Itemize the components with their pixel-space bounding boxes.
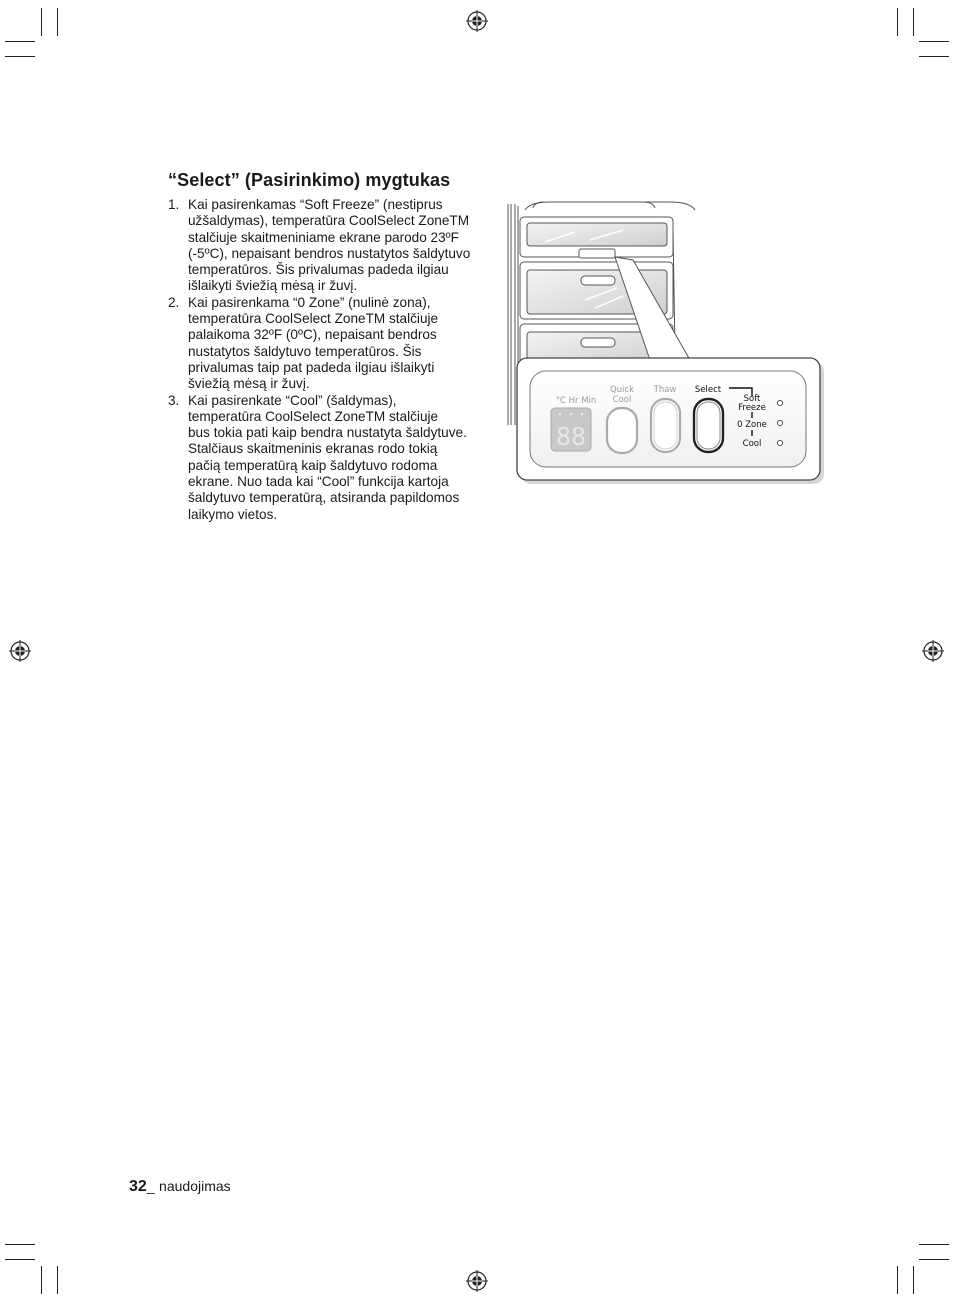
crop-mark xyxy=(57,8,58,36)
step-line: šviežią mėsą ir žuvį. xyxy=(188,376,310,392)
mode-soft-freeze-line2: Freeze xyxy=(738,403,766,413)
step-line: Kai pasirenkamas “Soft Freeze” (nestiprus xyxy=(188,197,443,212)
page-number: 32 xyxy=(129,1178,147,1195)
digit-display-value: 88 xyxy=(555,422,587,451)
quick-cool-label-line2: Cool xyxy=(612,395,632,405)
crop-mark xyxy=(919,41,949,42)
step-line: privalumas taip pat padeda ilgiau išlaikyti xyxy=(188,359,435,375)
step-line: temperatūra CoolSelect ZoneTM stalčiuje xyxy=(188,408,439,424)
mode-soft-freeze-line1: Soft xyxy=(743,394,761,404)
list-item xyxy=(168,393,498,523)
step-line: šaldytuvo temperatūrą, atsiranda papildomos xyxy=(188,490,460,506)
step-line: temperatūros. Šis privalumas padeda ilgiau xyxy=(188,262,449,278)
step-line: ekrane. Nuo tada kai “Cool” funkcija kartoja xyxy=(188,474,449,490)
registration-mark-icon xyxy=(922,640,944,662)
step-line: stalčiuje skaitmeniniame ekrane parodo 23ºF xyxy=(188,229,459,245)
list-item xyxy=(168,197,498,295)
step-line: Stalčiaus skaitmeninis ekranas rodo tokią xyxy=(188,441,438,457)
registration-mark-icon xyxy=(466,10,488,32)
crop-mark xyxy=(897,8,898,36)
list-item xyxy=(168,295,498,393)
crop-mark xyxy=(41,8,42,36)
display-units-label: °C Hr Min xyxy=(555,396,597,406)
crop-mark xyxy=(897,1266,898,1294)
step-line: temperatūra CoolSelect ZoneTM stalčiuje xyxy=(188,311,439,327)
step-line: pačią temperatūrą kaip šaldytuvo rodoma xyxy=(188,457,438,473)
crop-mark xyxy=(41,1266,42,1294)
step-line: bus tokia pati kaip bendra nustatyta šaldytuve. xyxy=(188,425,467,441)
select-label: Select xyxy=(694,385,722,395)
crop-mark xyxy=(5,41,35,42)
step-number: 3. xyxy=(168,392,180,408)
quick-cool-button[interactable] xyxy=(607,408,637,453)
crop-mark xyxy=(57,1266,58,1294)
crop-mark xyxy=(919,1244,949,1245)
section-heading: “Select” (Pasirinkimo) mygtukas xyxy=(168,170,451,190)
crop-mark xyxy=(5,1259,35,1260)
control-panel-illustration xyxy=(505,200,830,500)
zero-zone-indicator xyxy=(777,420,782,425)
soft-freeze-indicator xyxy=(777,400,782,405)
crop-mark xyxy=(5,56,35,57)
page-footer xyxy=(129,1178,231,1196)
registration-mark-icon xyxy=(9,640,31,662)
footer-section-name: naudojimas xyxy=(159,1178,231,1194)
crop-mark xyxy=(5,1244,35,1245)
step-number: 2. xyxy=(168,294,180,310)
step-line: nustatytos šaldytuvo temperatūros. Šis xyxy=(188,343,422,359)
step-line: Kai pasirenkama “0 Zone” (nulinė zona), xyxy=(188,294,431,310)
step-number: 1. xyxy=(168,197,180,212)
mode-zero-zone: 0 Zone xyxy=(737,420,767,430)
step-line: (-5ºC), nepaisant bendros nustatytos šaldytuvo xyxy=(188,245,471,261)
crop-mark xyxy=(913,8,914,36)
thaw-label: Thaw xyxy=(653,385,677,395)
step-line: išlaikyti šviežią mėsą ir žuvį. xyxy=(188,278,358,294)
footer-separator: _ xyxy=(146,1178,155,1194)
registration-mark-icon xyxy=(466,1270,488,1292)
crop-mark xyxy=(913,1266,914,1294)
step-line: laikymo vietos. xyxy=(188,506,278,522)
quick-cool-label-line1: Quick xyxy=(609,385,635,395)
step-line: užšaldymas), temperatūra CoolSelect ZoneTM xyxy=(188,213,470,229)
steps-list xyxy=(168,197,498,523)
crop-mark xyxy=(919,56,949,57)
step-line: palaikoma 32ºF (0ºC), nepaisant bendros xyxy=(188,327,437,343)
mode-cool: Cool xyxy=(742,439,762,449)
crop-mark xyxy=(919,1259,949,1260)
step-line: Kai pasirenkate “Cool” (šaldymas), xyxy=(188,392,397,408)
cool-indicator xyxy=(777,440,782,445)
